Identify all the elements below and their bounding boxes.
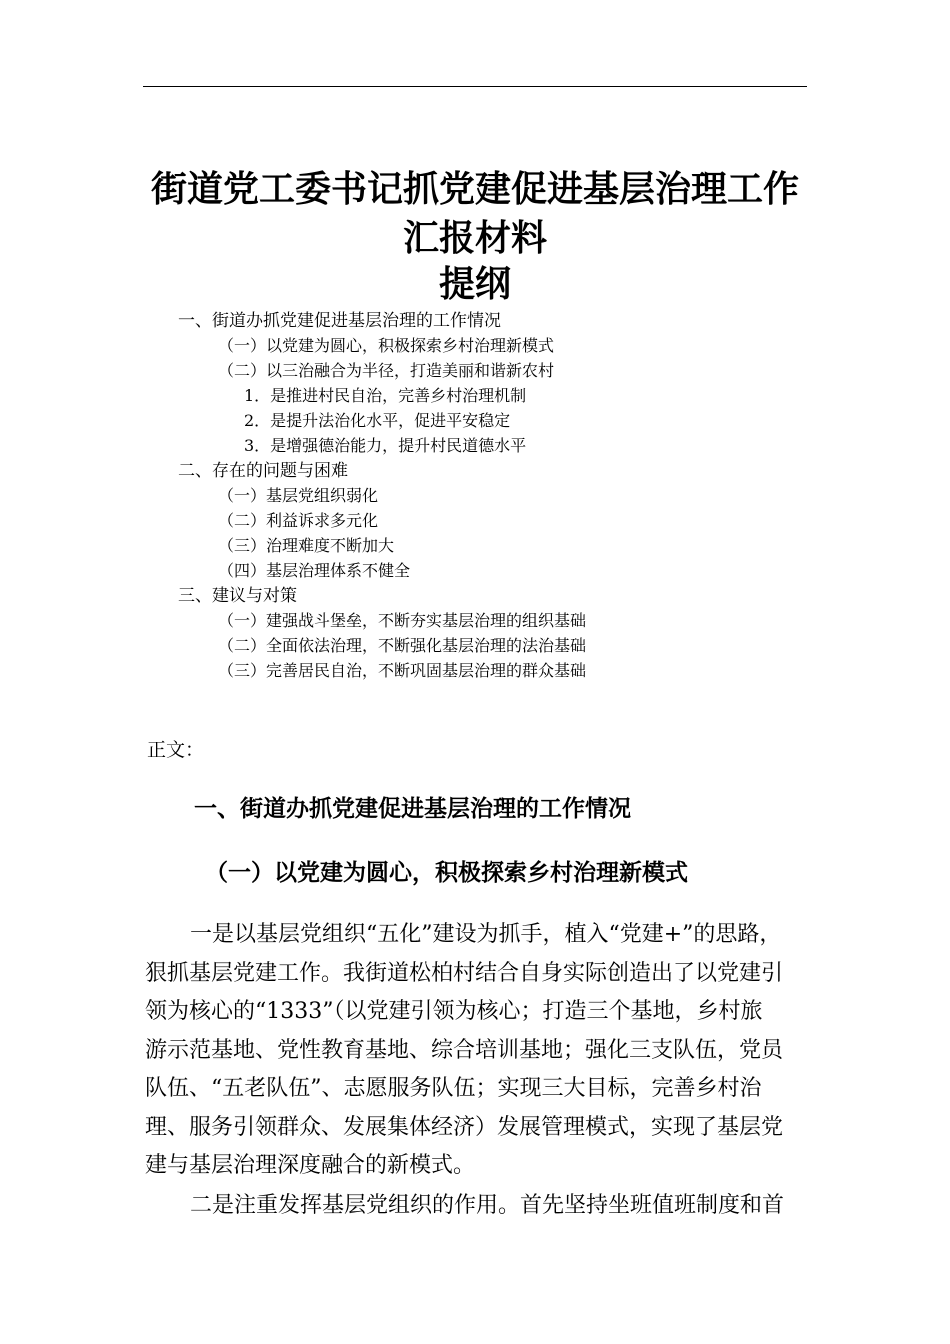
outline-item-level-2: （三）治理难度不断加大: [218, 536, 395, 555]
paragraph-1-line: 理、服务引领群众、发展集体经济）发展管理模式，实现了基层党: [145, 1114, 784, 1140]
outline-item-level-2: （二）全面依法治理，不断强化基层治理的法治基础: [218, 636, 587, 655]
paragraph-1-line: 建与基层治理深度融合的新模式。: [145, 1153, 476, 1178]
outline-item-level-2: （一）基层党组织弱化: [218, 486, 379, 505]
outline-item-level-1: 二、存在的问题与困难: [178, 461, 348, 481]
outline-item-level-3: 2．是提升法治化水平，促进平安稳定: [244, 411, 511, 430]
paragraph-1-line: 一是以基层党组织“五化”建设为抓手，植入“党建+”的思路，: [190, 922, 782, 947]
paragraph-1-line: 队伍、“五老队伍”、志愿服务队伍；实现三大目标，完善乡村治: [145, 1076, 762, 1101]
outline-item-level-2: （一）建强战斗堡垒，不断夯实基层治理的组织基础: [218, 611, 587, 630]
outline-item-level-3: 1．是推进村民自治，完善乡村治理机制: [244, 386, 527, 405]
paragraph-1-line: 游示范基地、党性教育基地、综合培训基地；强化三支队伍，党员: [145, 1037, 784, 1063]
subsection-heading: （一）以党建为圆心，积极探索乡村治理新模式: [205, 859, 688, 886]
document-title-line-1: 街道党工委书记抓党建促进基层治理工作: [150, 169, 799, 210]
outline-item-level-2: （一）以党建为圆心，积极探索乡村治理新模式: [218, 336, 555, 355]
paragraph-2-line: 二是注重发挥基层党组织的作用。首先坚持坐班值班制度和首: [190, 1193, 785, 1218]
outline-item-level-2: （四）基层治理体系不健全: [218, 561, 411, 580]
paragraph-1-line: 狠抓基层党建工作。我街道松柏村结合自身实际创造出了以党建引: [145, 960, 784, 986]
section-heading: 一、街道办抓党建促进基层治理的工作情况: [194, 796, 631, 822]
document-title-line-2: 汇报材料: [402, 218, 547, 259]
body-label: 正文：: [147, 739, 205, 761]
outline-item-level-1: 一、街道办抓党建促进基层治理的工作情况: [178, 311, 501, 331]
outline-item-level-2: （三）完善居民自治，不断巩固基层治理的群众基础: [218, 661, 587, 680]
outline-item-level-3: 3．是增强德治能力，提升村民道德水平: [244, 436, 527, 455]
header-rule: [143, 86, 807, 87]
outline-item-level-2: （二）以三治融合为半径，打造美丽和谐新农村: [218, 361, 555, 380]
outline-heading: 提纲: [438, 264, 511, 305]
outline-item-level-1: 三、建议与对策: [178, 586, 297, 606]
outline-item-level-2: （二）利益诉求多元化: [218, 511, 379, 530]
paragraph-1-line: 领为核心的“1333”（以党建引领为核心；打造三个基地，乡村旅: [145, 999, 763, 1024]
